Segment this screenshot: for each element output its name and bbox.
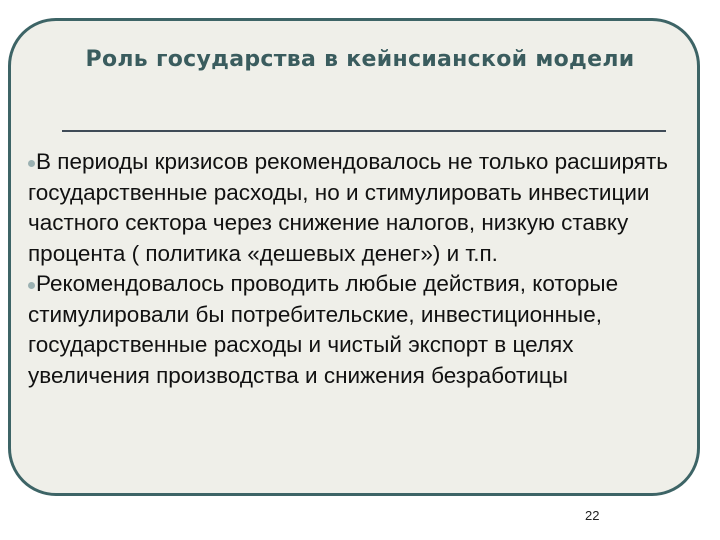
- slide-title: Роль государства в кейнсианской модели: [85, 47, 635, 72]
- bullet-icon: [28, 282, 35, 289]
- bullet-icon: [28, 160, 35, 167]
- bullet-text: Рекомендовалось проводить любые действия, которые стимулировали бы потребительские, инвестиционные, государственные расходы и чистый экспорт в целях увеличения производства и снижения безработицы: [28, 271, 619, 388]
- slide-body: [28, 147, 700, 391]
- title-divider: [62, 130, 666, 132]
- page-number: 22: [585, 508, 600, 523]
- bullet-item: [28, 269, 700, 391]
- bullet-item: [28, 147, 700, 269]
- bullet-text: В периоды кризисов рекомендовалось не только расширять государственные расходы, но и стимулировать инвестиции частного сектора через снижение налогов, низкую ставку процента ( политика «дешевых денег») и т.п.: [28, 149, 668, 266]
